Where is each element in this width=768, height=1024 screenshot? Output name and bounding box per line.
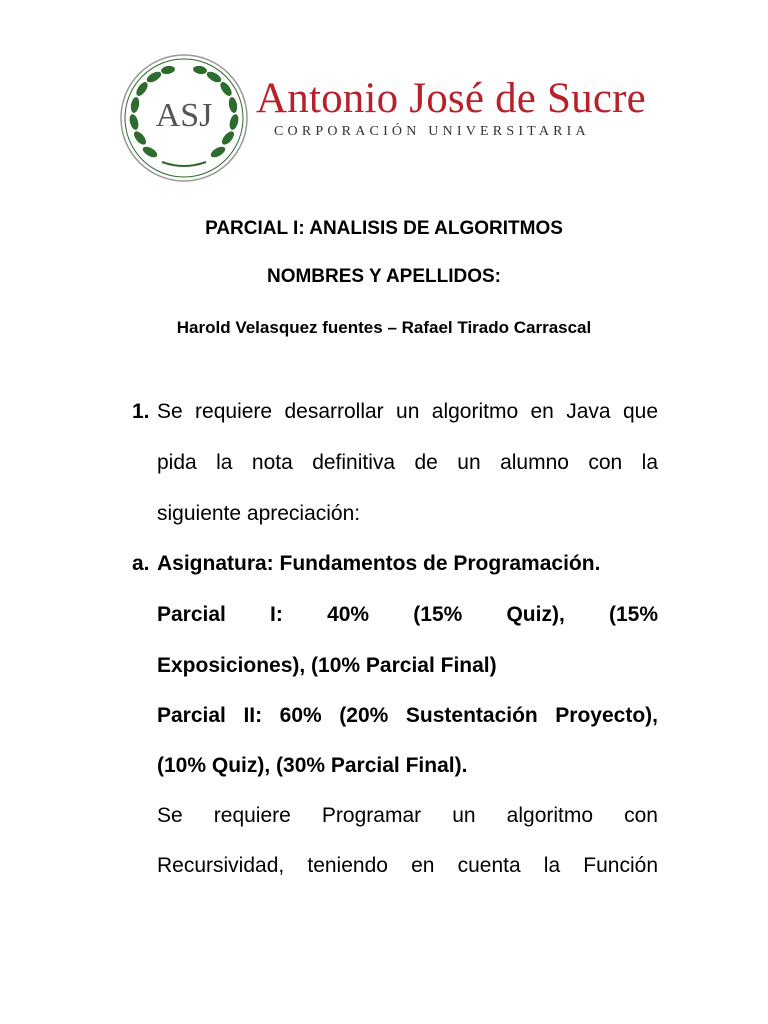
org-subtitle: CORPORACIÓN UNIVERSITARIA bbox=[274, 124, 590, 139]
org-name: Antonio José de Sucre bbox=[256, 75, 646, 122]
question-1-line: siguiente apreciación: bbox=[157, 502, 361, 525]
question-1-marker: 1. bbox=[132, 400, 150, 423]
item-a-marker: a. bbox=[132, 552, 150, 575]
names-heading: NOMBRES Y APELLIDOS: bbox=[266, 266, 501, 287]
university-header bbox=[118, 52, 658, 178]
continuation-line: Recursividad, teniendo en cuenta la Función bbox=[157, 854, 658, 877]
item-a-line: Asignatura: Fundamentos de Programación. bbox=[157, 552, 601, 575]
logo-monogram: ASJ bbox=[155, 97, 213, 134]
document-title: PARCIAL I: ANALISIS DE ALGORITMOS bbox=[205, 218, 563, 239]
item-a-line: Parcial I: 40% (15% Quiz), (15% bbox=[157, 603, 658, 626]
item-a-line: Parcial II: 60% (20% Sustentación Proyecto), bbox=[157, 704, 658, 727]
question-1-line: Se requiere desarrollar un algoritmo en Java que bbox=[157, 400, 658, 423]
laurel-wreath-seal-icon bbox=[118, 52, 250, 184]
question-1-line: pida la nota definitiva de un alumno con la bbox=[157, 451, 658, 474]
item-a-line: Exposiciones), (10% Parcial Final) bbox=[157, 654, 497, 677]
item-a-line: (10% Quiz), (30% Parcial Final). bbox=[157, 754, 468, 777]
continuation-line: Se requiere Programar un algoritmo con bbox=[157, 804, 658, 827]
authors-line: Harold Velasquez fuentes – Rafael Tirado Carrascal bbox=[176, 318, 592, 337]
